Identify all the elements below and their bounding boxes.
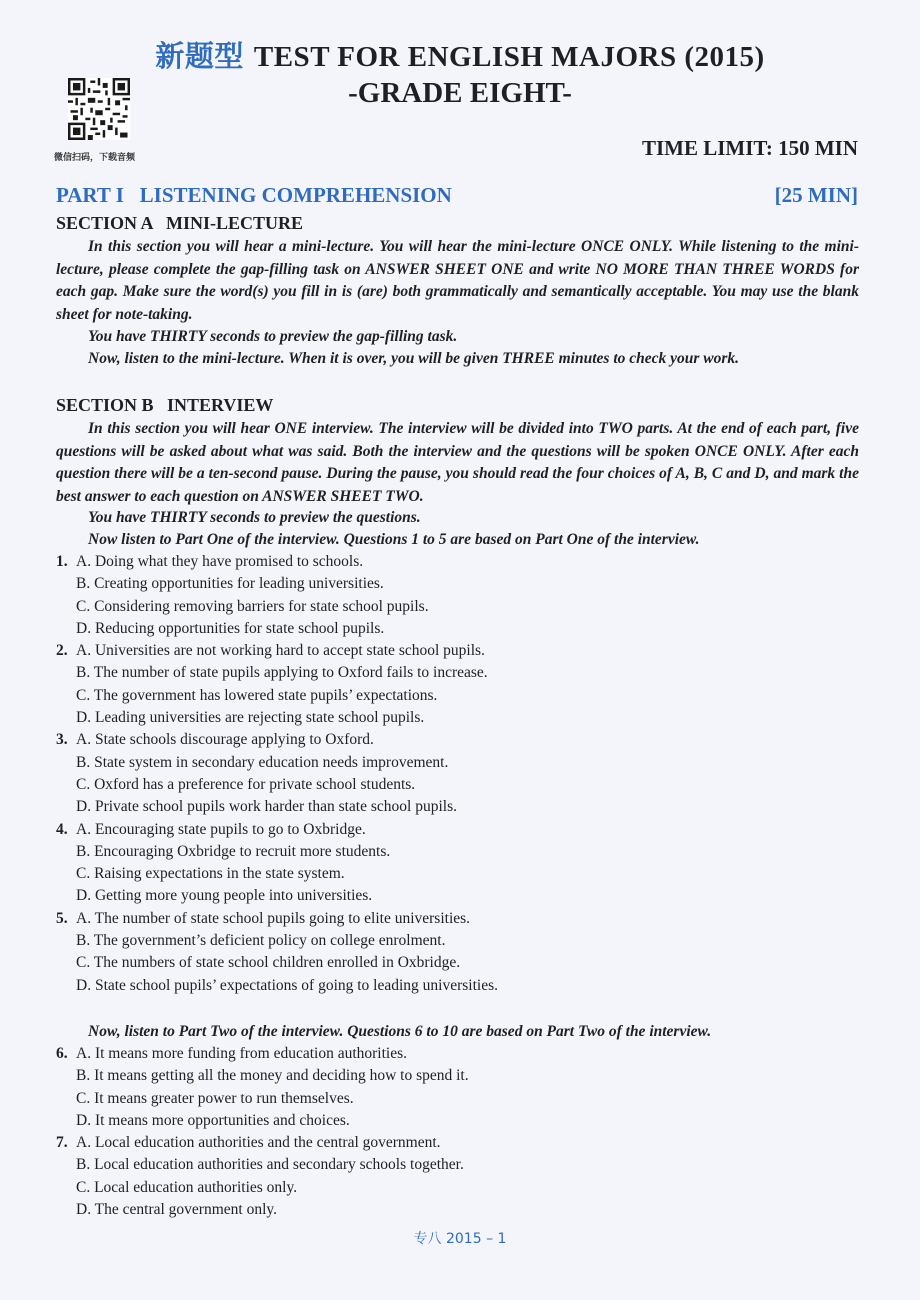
answer-option-text: C. Oxford has a preference for private school students. bbox=[76, 775, 416, 793]
answer-option[interactable] bbox=[56, 774, 856, 796]
answer-option[interactable] bbox=[56, 1132, 856, 1154]
section-b-heading: SECTION B INTERVIEW bbox=[56, 395, 274, 415]
page-footer: 专八 2015 – 1 bbox=[413, 1231, 507, 1247]
answer-option-text: B. Creating opportunities for leading universities. bbox=[76, 575, 384, 593]
question-number: 5. bbox=[56, 909, 68, 927]
question-item bbox=[56, 551, 856, 640]
question-number: 2. bbox=[56, 642, 68, 660]
answer-option-text: B. The government’s deficient policy on college enrolment. bbox=[76, 932, 446, 950]
answer-option-text: C. Considering removing barriers for state school pupils. bbox=[76, 597, 429, 615]
answer-option[interactable] bbox=[56, 1199, 856, 1221]
answer-option[interactable] bbox=[56, 729, 856, 751]
new-format-label: 新题型 bbox=[155, 41, 244, 73]
answer-option[interactable] bbox=[56, 952, 856, 974]
answer-option[interactable] bbox=[56, 975, 856, 997]
answer-option[interactable] bbox=[56, 819, 856, 841]
section-a-instructions-text: In this section you will hear a mini-lecture. You will hear the mini-lecture ONCE ONLY. While listening to the mini-lecture, please complete the gap-filling task on ANSWER SHEET ONE and write NO MORE THAN THREE WORDS for each gap. Make sure the word(s) you fill in is (are) both grammatically and semantically acceptable. You may use the blank sheet for note-taking. bbox=[56, 238, 859, 323]
answer-option-text: D. The central government only. bbox=[76, 1201, 278, 1219]
question-number: 6. bbox=[56, 1045, 68, 1062]
answer-option[interactable] bbox=[56, 841, 856, 863]
section-b-instructions bbox=[56, 418, 859, 508]
answer-option-text: B. The number of state pupils applying to Oxford fails to increase. bbox=[76, 664, 488, 682]
question-item bbox=[56, 819, 856, 908]
question-item bbox=[56, 729, 856, 818]
answer-option-text: C. Raising expectations in the state system. bbox=[76, 865, 345, 883]
answer-option[interactable] bbox=[56, 908, 856, 930]
answer-option-text: B. It means getting all the money and deciding how to spend it. bbox=[76, 1067, 469, 1085]
answer-option[interactable] bbox=[56, 618, 856, 640]
answer-option-text: D. Leading universities are rejecting state school pupils. bbox=[76, 709, 425, 727]
answer-option[interactable] bbox=[56, 551, 856, 573]
exam-subtitle: -GRADE EIGHT- bbox=[348, 77, 572, 109]
answer-option-text: D. Getting more young people into universities. bbox=[76, 887, 373, 905]
answer-option[interactable] bbox=[56, 640, 856, 662]
question-item bbox=[56, 1132, 856, 1221]
answer-option[interactable] bbox=[56, 1154, 856, 1176]
answer-option[interactable] bbox=[56, 596, 856, 618]
answer-option-text: C. It means greater power to run themselves. bbox=[76, 1089, 354, 1107]
answer-option[interactable] bbox=[56, 752, 856, 774]
answer-option-text: A. The number of state school pupils going to elite universities. bbox=[76, 909, 471, 927]
question-item bbox=[56, 908, 856, 997]
question-number: 7. bbox=[56, 1134, 68, 1152]
answer-option[interactable] bbox=[56, 930, 856, 952]
answer-option-text: A. State schools discourage applying to Oxford. bbox=[76, 731, 374, 749]
answer-option-text: D. It means more opportunities and choices. bbox=[76, 1111, 350, 1129]
answer-option-text: D. State school pupils’ expectations of going to leading universities. bbox=[76, 976, 499, 994]
time-limit: TIME LIMIT: 150 MIN bbox=[641, 136, 858, 160]
answer-option[interactable] bbox=[56, 662, 856, 684]
qr-caption: 微信扫码，下载音频 bbox=[54, 153, 136, 163]
answer-option[interactable] bbox=[56, 685, 856, 707]
answer-option[interactable] bbox=[56, 1088, 856, 1110]
answer-option-text: D. Reducing opportunities for state school pupils. bbox=[76, 619, 385, 637]
answer-option-text: C. The numbers of state school children enrolled in Oxbridge. bbox=[76, 954, 461, 972]
part-one-intro: Now listen to Part One of the interview. Questions 1 to 5 are based on Part One of the interview. bbox=[88, 531, 700, 548]
exam-title-text: TEST FOR ENGLISH MAJORS (2015) bbox=[253, 41, 765, 73]
answer-option-text: A. Encouraging state pupils to go to Oxbridge. bbox=[76, 820, 366, 838]
answer-option-text: A. Universities are not working hard to accept state school pupils. bbox=[76, 642, 485, 660]
question-number: 4. bbox=[56, 820, 68, 838]
answer-option-text: A. It means more funding from education authorities. bbox=[76, 1045, 408, 1062]
part-two-intro: Now, listen to Part Two of the interview. Questions 6 to 10 are based on Part Two of the interview. bbox=[88, 1023, 712, 1040]
answer-option-text: A. Local education authorities and the central government. bbox=[76, 1134, 441, 1152]
section-a-heading: SECTION A MINI-LECTURE bbox=[56, 213, 304, 233]
answer-option[interactable] bbox=[56, 1043, 856, 1065]
question-list-part-two bbox=[56, 1043, 856, 1221]
section-a-preview: You have THIRTY seconds to preview the gap-filling task. bbox=[88, 328, 458, 345]
part-time: [25 MIN] bbox=[774, 183, 858, 207]
exam-title bbox=[0, 40, 920, 74]
question-number: 3. bbox=[56, 731, 68, 749]
section-a-instructions bbox=[56, 236, 859, 326]
question-list-part-one bbox=[56, 551, 856, 997]
answer-option[interactable] bbox=[56, 1177, 856, 1199]
part-title: PART I LISTENING COMPREHENSION bbox=[56, 183, 452, 207]
section-b-instructions-text: In this section you will hear ONE interview. The interview will be divided into TWO parts. At the end of each part, five questions will be asked about what was said. Both the interview and the questions will be spoken ONCE ONLY. After each question there will be a ten-second pause. During the pause, you should read the four choices of A, B, C and D, and mark the best answer to each question on ANSWER SHEET TWO. bbox=[56, 420, 859, 505]
section-b-preview: You have THIRTY seconds to preview the questions. bbox=[88, 509, 421, 526]
answer-option[interactable] bbox=[56, 707, 856, 729]
question-item bbox=[56, 1043, 856, 1132]
answer-option-text: B. Local education authorities and secondary schools together. bbox=[76, 1156, 464, 1174]
answer-option-text: D. Private school pupils work harder than state school pupils. bbox=[76, 798, 457, 816]
answer-option[interactable] bbox=[56, 885, 856, 907]
answer-option[interactable] bbox=[56, 1110, 856, 1132]
answer-option[interactable] bbox=[56, 573, 856, 595]
qr-code-icon[interactable] bbox=[68, 78, 130, 140]
part-heading bbox=[56, 183, 858, 208]
answer-option-text: C. The government has lowered state pupils’ expectations. bbox=[76, 686, 438, 704]
section-a-listen: Now, listen to the mini-lecture. When it is over, you will be given THREE minutes to check your work. bbox=[88, 350, 740, 367]
answer-option[interactable] bbox=[56, 796, 856, 818]
answer-option-text: B. Encouraging Oxbridge to recruit more students. bbox=[76, 842, 391, 860]
answer-option-text: C. Local education authorities only. bbox=[76, 1178, 298, 1196]
question-number: 1. bbox=[56, 553, 68, 570]
answer-option-text: A. Doing what they have promised to schools. bbox=[76, 553, 364, 570]
answer-option-text: B. State system in secondary education needs improvement. bbox=[76, 753, 449, 771]
answer-option[interactable] bbox=[56, 1065, 856, 1087]
question-item bbox=[56, 640, 856, 729]
answer-option[interactable] bbox=[56, 863, 856, 885]
